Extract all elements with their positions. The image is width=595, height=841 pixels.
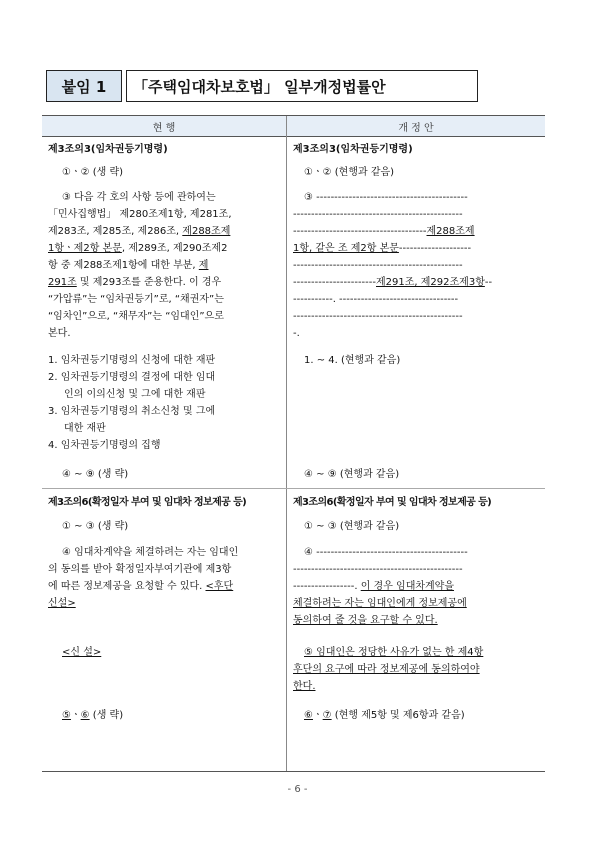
right-new-clause-line: ⑤ 임대인은 정당한 사유가 없는 한 제4항 bbox=[304, 647, 484, 658]
column-header-current: 현 행 bbox=[42, 116, 286, 137]
right-new-clause-line: 한다. bbox=[293, 681, 316, 692]
right-article-heading-1: 제3조의3(임차권등기명령) bbox=[293, 144, 413, 155]
left-clause-5-6: ⑤ㆍ⑥ (생 략) bbox=[62, 710, 124, 721]
left-para-line: 신설> bbox=[48, 598, 76, 609]
right-clause-1-3: ① ~ ③ (현행과 같음) bbox=[304, 521, 400, 532]
left-article-heading-2: 제3조의6(확정일자 부여 및 임대차 정보제공 등) bbox=[48, 497, 247, 508]
left-list-item: 대한 재판 bbox=[64, 423, 106, 434]
left-list-item: 1. 임차권등기명령의 신청에 대한 재판 bbox=[48, 355, 216, 366]
right-para-line: 동의하여 줄 것을 요구할 수 있다. bbox=[293, 615, 438, 626]
right-para-line: ----------------------------------------------- bbox=[293, 260, 463, 271]
right-para-line: ④ ------------------------------------------ bbox=[304, 547, 468, 558]
right-article-heading-2: 제3조의6(확정일자 부여 및 임대차 정보제공 등) bbox=[293, 497, 492, 508]
right-para-line: -----------. --------------------------------- bbox=[293, 294, 459, 305]
document-header bbox=[46, 70, 478, 102]
left-clause-1-3: ① ~ ③ (생 략) bbox=[62, 521, 129, 532]
column-divider bbox=[286, 116, 287, 771]
right-para-line: -------------------------------------제288조제 bbox=[293, 226, 475, 237]
right-clause-4-9: ④ ~ ⑨ (현행과 같음) bbox=[304, 469, 400, 480]
right-para-line: -----------------------제291조, 제292조제3항-- bbox=[293, 277, 493, 288]
left-para-line: 「민사집행법」 제280조제1항, 제281조, bbox=[48, 209, 232, 220]
right-para-line: 체결하려는 자는 임대인에게 정보제공에 bbox=[293, 598, 467, 609]
document-title: 「주택임대차보호법」 일부개정법률안 bbox=[126, 70, 478, 102]
attachment-label: 붙임 1 bbox=[46, 70, 122, 102]
right-para-line: ③ ------------------------------------------ bbox=[304, 192, 468, 203]
left-para-line: 본다. bbox=[48, 328, 71, 339]
left-para-line: 1항ㆍ제2항 본문, 제289조, 제290조제2 bbox=[48, 243, 228, 254]
left-para-line: 의 동의를 받아 확정일자부여기관에 제3항 bbox=[48, 564, 232, 575]
left-list-item: 4. 임차권등기명령의 집행 bbox=[48, 440, 161, 451]
section-separator bbox=[42, 488, 545, 489]
right-para-line: -----------------. 이 경우 임대차계약을 bbox=[293, 581, 455, 592]
left-para-line: “가압류”는 “임차권등기”로, “채권자”는 bbox=[48, 294, 224, 305]
right-para-line: 1항, 같은 조 제2항 본문-------------------- bbox=[293, 243, 472, 254]
right-clause-1-2: ①ㆍ② (현행과 같음) bbox=[304, 167, 395, 178]
left-clause-1-2: ①ㆍ② (생 략) bbox=[62, 167, 124, 178]
right-list-item: 1. ~ 4. (현행과 같음) bbox=[304, 355, 401, 366]
left-new-clause-marker: <신 설> bbox=[62, 647, 102, 658]
right-para-line: ----------------------------------------------- bbox=[293, 311, 463, 322]
right-new-clause-line: 후단의 요구에 따라 정보제공에 동의하여야 bbox=[293, 664, 480, 675]
left-para-line: 제283조, 제285조, 제286조, 제288조제 bbox=[48, 226, 231, 237]
left-article-heading-1: 제3조의3(임차권등기명령) bbox=[48, 144, 168, 155]
right-clause-6-7: ⑥ㆍ⑦ (현행 제5항 및 제6항과 같음) bbox=[304, 710, 465, 721]
left-list-item: 2. 임차권등기명령의 결정에 대한 임대 bbox=[48, 372, 216, 383]
right-para-line: ----------------------------------------------- bbox=[293, 564, 463, 575]
left-para-line: “임차인”으로, “채무자”는 “임대인”으로 bbox=[48, 311, 224, 322]
column-header-revised: 개 정 안 bbox=[287, 116, 545, 137]
left-para-line: 291조 및 제293조를 준용한다. 이 경우 bbox=[48, 277, 222, 288]
left-list-item: 인의 이의신청 및 그에 대한 재판 bbox=[64, 389, 206, 400]
page-number: - 6 - bbox=[287, 784, 308, 795]
left-para-line: ④ 임대차계약을 체결하려는 자는 임대인 bbox=[62, 547, 239, 558]
left-para-line: ③ 다음 각 호의 사항 등에 관하여는 bbox=[62, 192, 216, 203]
left-list-item: 3. 임차권등기명령의 취소신청 및 그에 bbox=[48, 406, 216, 417]
right-para-line: ----------------------------------------------- bbox=[293, 209, 463, 220]
left-para-line: 항 중 제288조제1항에 대한 부분, 제 bbox=[48, 260, 209, 271]
right-para-line: -. bbox=[293, 328, 300, 339]
left-para-line: 에 따른 정보제공을 요청할 수 있다. <후단 bbox=[48, 581, 234, 592]
left-clause-4-9: ④ ~ ⑨ (생 략) bbox=[62, 469, 129, 480]
comparison-table bbox=[42, 115, 545, 772]
